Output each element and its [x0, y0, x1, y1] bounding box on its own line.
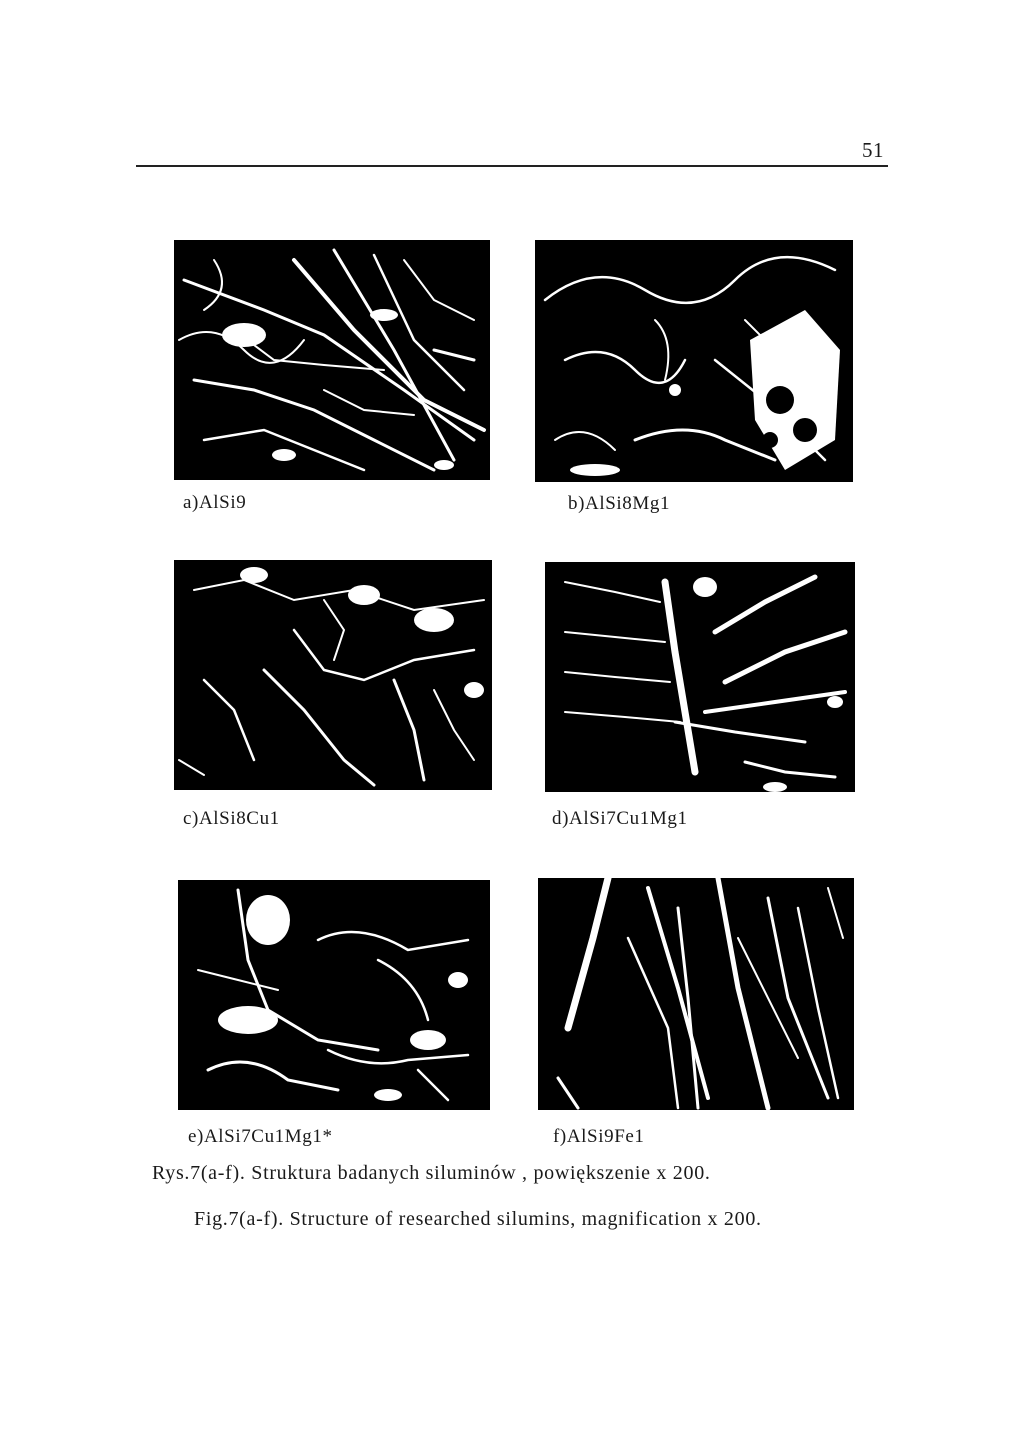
micrograph-d — [545, 562, 855, 792]
figure-label-f: f)AlSi9Fe1 — [553, 1126, 645, 1147]
figure-label-c: c)AlSi8Cu1 — [183, 808, 280, 829]
micrograph-e — [178, 880, 490, 1110]
figure-label-e: e)AlSi7Cu1Mg1* — [188, 1126, 333, 1147]
figure-label-b: b)AlSi8Mg1 — [568, 493, 671, 514]
figure-label-a: a)AlSi9 — [183, 492, 247, 513]
caption-english: Fig.7(a-f). Structure of researched silumins, magnification x 200. — [194, 1208, 762, 1230]
micrograph-b — [535, 240, 853, 482]
micrograph-c — [174, 560, 492, 790]
page-number: 51 — [862, 138, 884, 162]
header-rule — [136, 165, 888, 167]
micrograph-f — [538, 878, 854, 1110]
figure-label-d: d)AlSi7Cu1Mg1 — [552, 808, 688, 829]
caption-polish: Rys.7(a-f). Struktura badanych siluminów , powiększenie x 200. — [152, 1162, 711, 1184]
micrograph-a — [174, 240, 490, 480]
